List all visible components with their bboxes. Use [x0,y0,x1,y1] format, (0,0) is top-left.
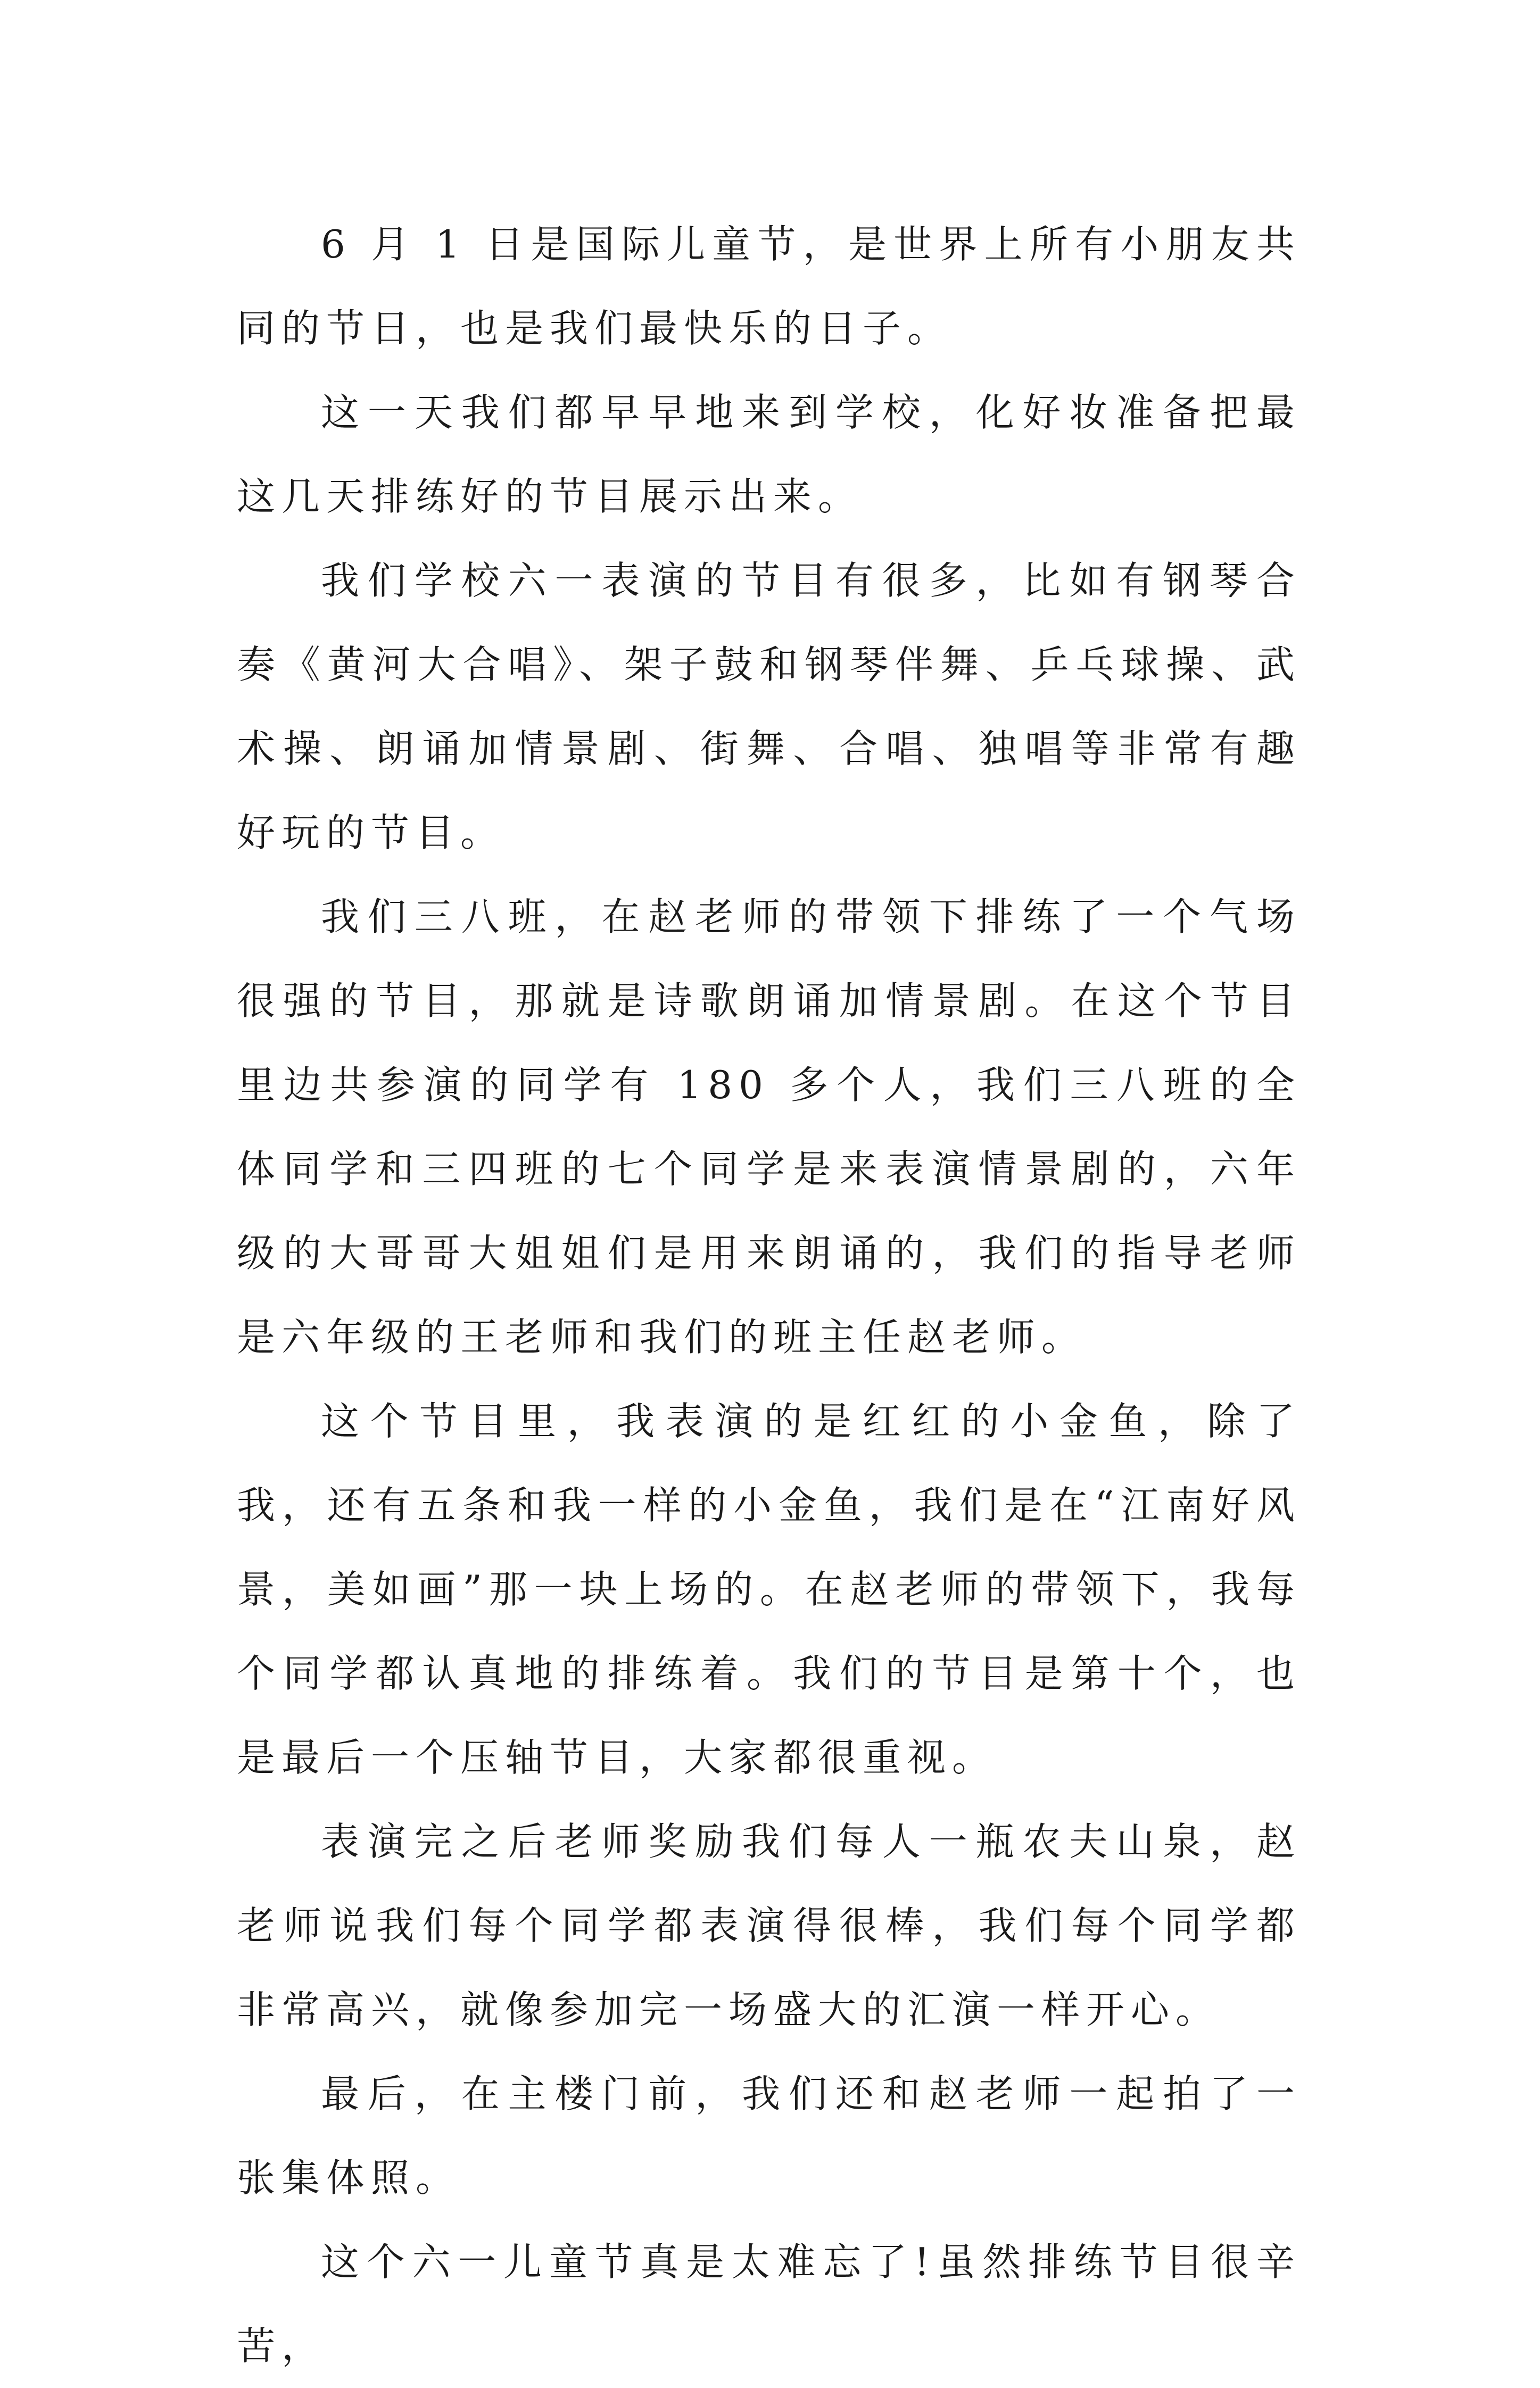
paragraph-2: 这一天我们都早早地来到学校，化好妆准备把最这几天排练好的节目展示出来。 [237,390,1301,519]
paragraph-8: 这个六一儿童节真是太难忘了!虽然排练节目很辛苦， [237,2240,1301,2368]
paragraph-1: 6 月 1 日是国际儿童节，是世界上所有小朋友共同的节日，也是我们最快乐的日子。 [237,222,1301,351]
paragraph-6: 表演完之后老师奖励我们每人一瓶农夫山泉，赵老师说我们每个同学都表演得很棒，我们每个同学都非常高兴，就像参加完一场盛大的汇演一样开心。 [237,1819,1301,2032]
paragraph-3: 我们学校六一表演的节目有很多，比如有钢琴合奏《黄河大合唱》、架子鼓和钢琴伴舞、乒乓球操、武术操、朗诵加情景剧、街舞、合唱、独唱等非常有趣好玩的节目。 [237,558,1301,855]
paragraph-5: 这个节目里，我表演的是红红的小金鱼，除了我，还有五条和我一样的小金鱼，我们是在“江南好风景，美如画”那一块上场的。在赵老师的带领下，我每个同学都认真地的排练着。我们的节目是第十个，也是最后一个压轴节目，大家都很重视。 [237,1399,1301,1780]
paragraph-4: 我们三八班，在赵老师的带领下排练了一个气场很强的节目，那就是诗歌朗诵加情景剧。在这个节目里边共参演的同学有 180 多个人，我们三八班的全体同学和三四班的七个同学是来表演情景剧的，六年级的大哥哥大姐姐们是用来朗诵的，我们的指导老师是六年级的王老师和我们的班主任赵老师。 [237,894,1301,1359]
document-body [237,202,1301,2388]
paragraph-7: 最后，在主楼门前，我们还和赵老师一起拍了一张集体照。 [237,2071,1301,2200]
